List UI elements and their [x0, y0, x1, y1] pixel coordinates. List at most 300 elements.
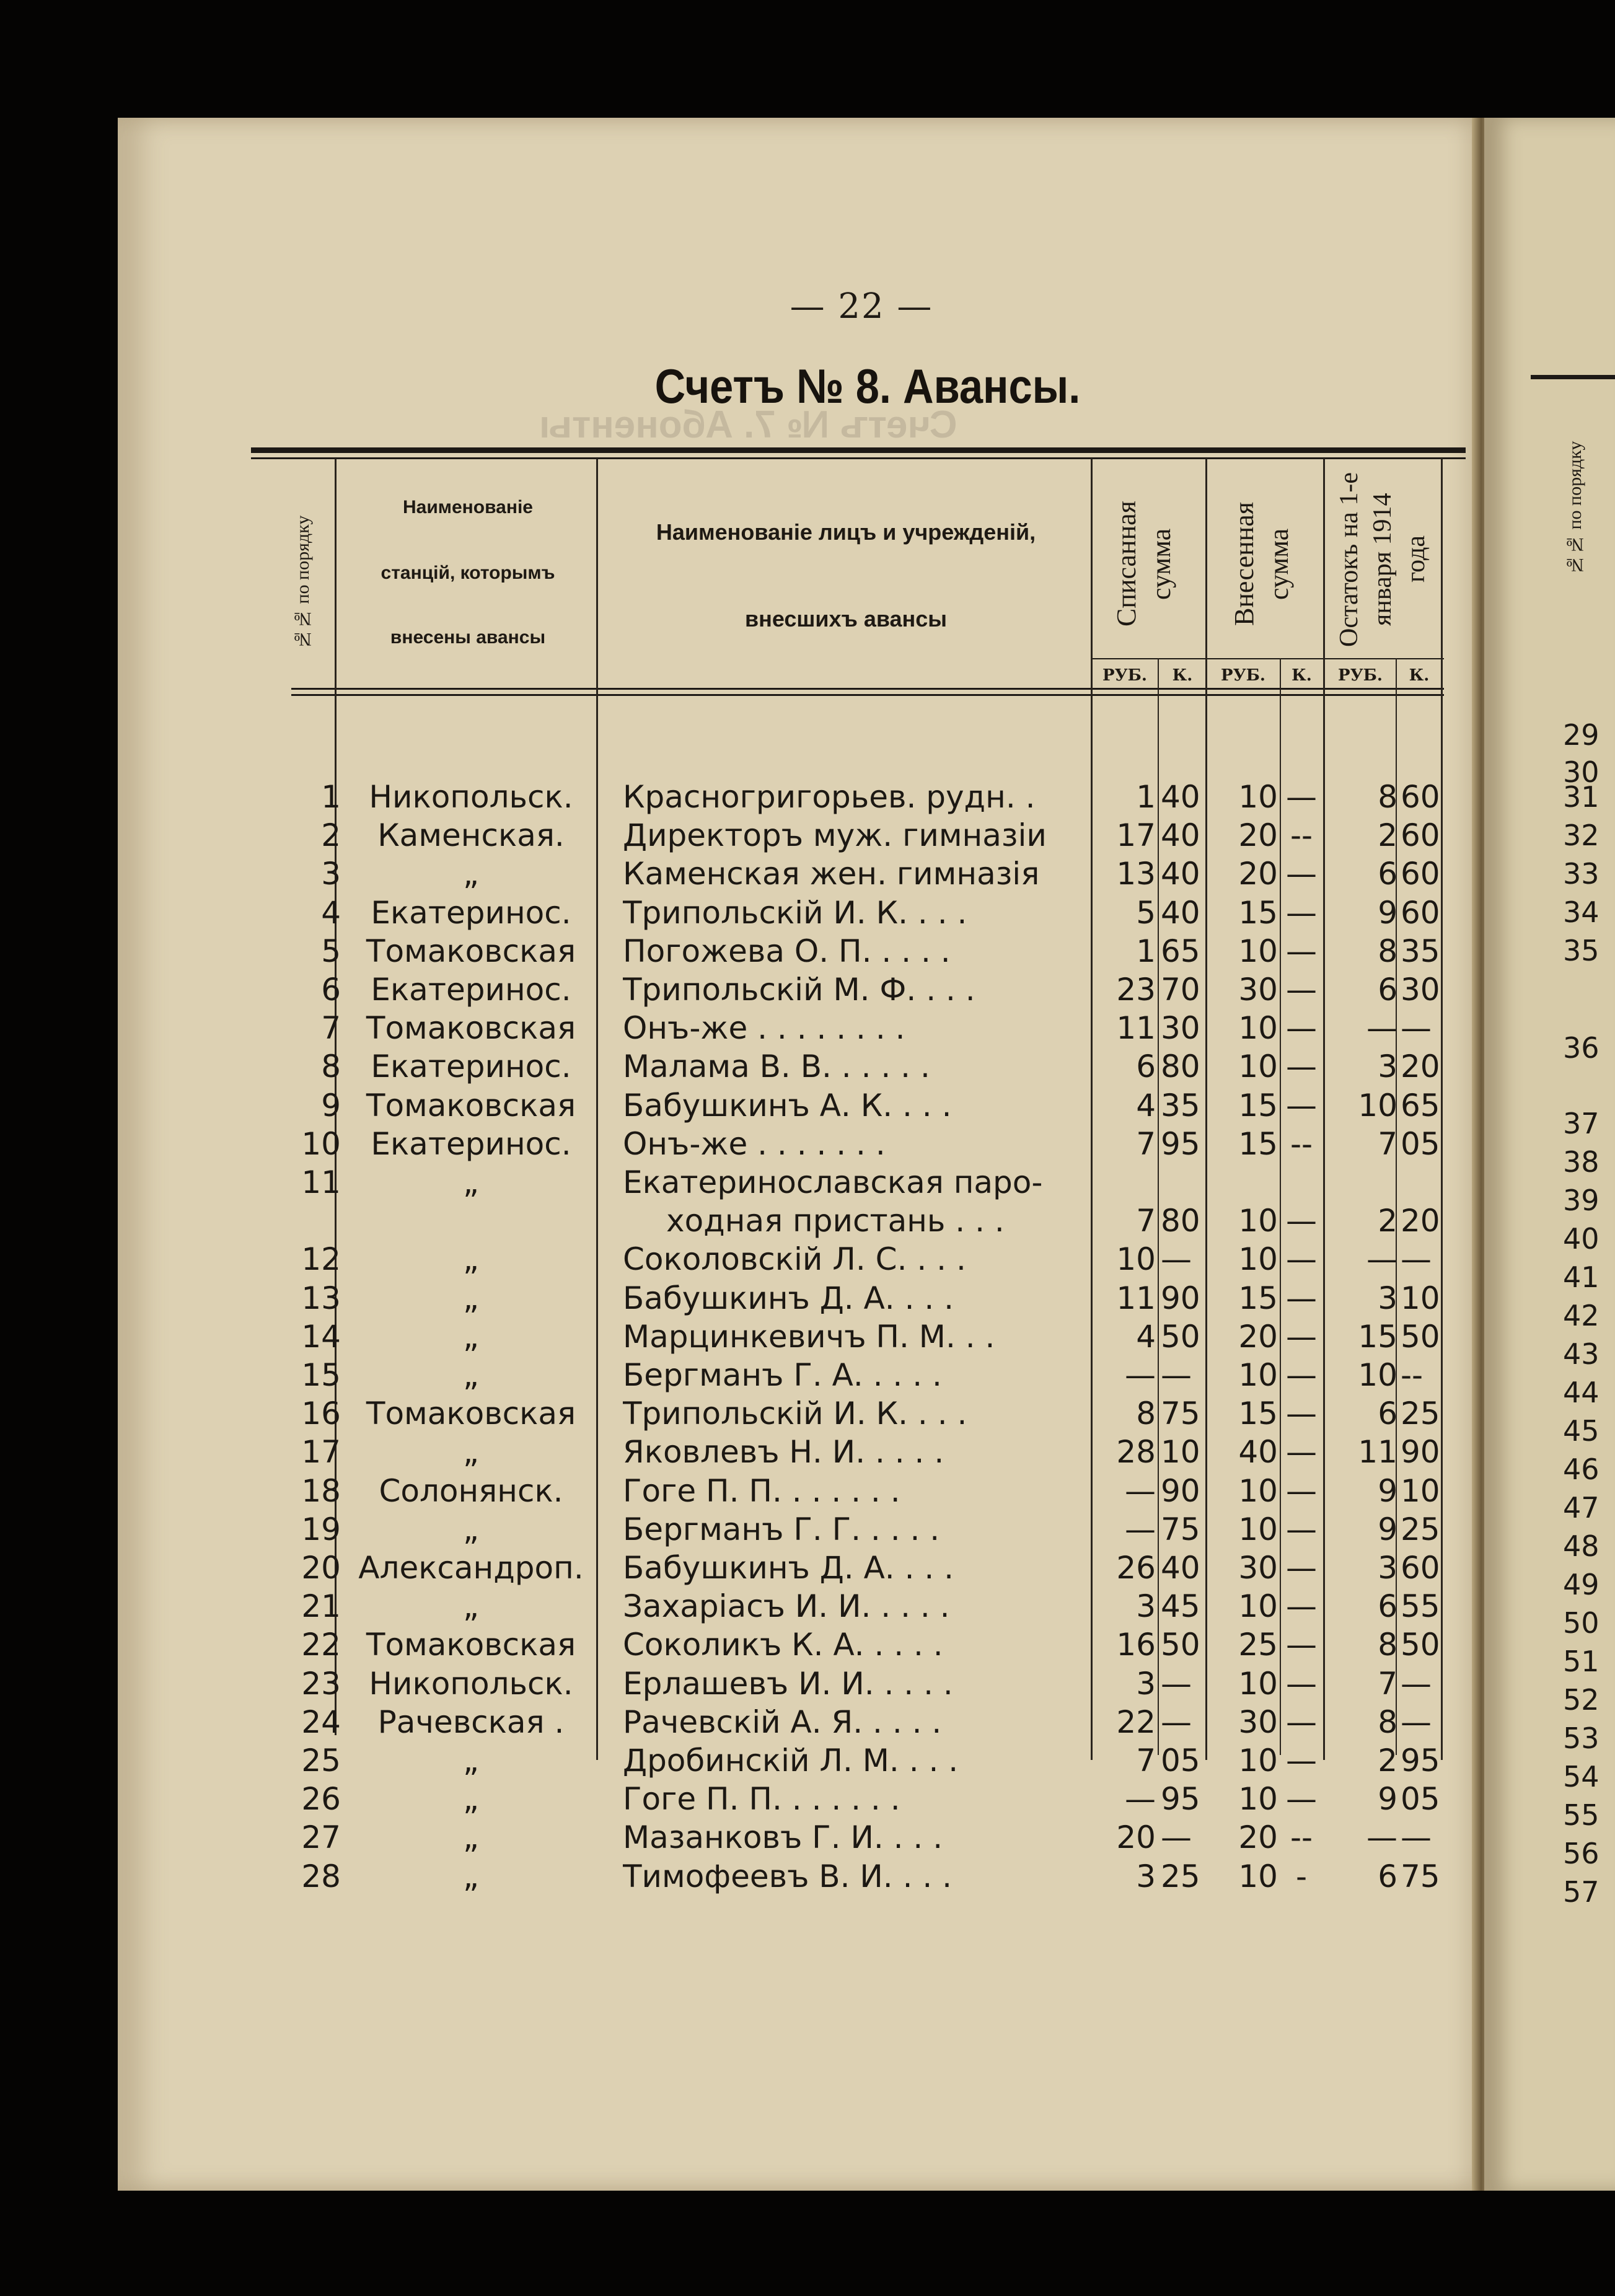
cell-r3: 11 — [1358, 1434, 1397, 1471]
cell-r1: 20 — [1116, 1819, 1156, 1856]
right-page-row-number: 37 — [1563, 1107, 1600, 1140]
unit-rub-2: РУБ. — [1221, 666, 1265, 685]
cell-r3 — [1326, 1163, 1397, 1202]
table-row — [0, 1549, 1615, 1587]
cell-station: Никопольск. — [369, 779, 573, 815]
table-row — [0, 1279, 1615, 1317]
cell-r3: 10 — [1358, 1357, 1397, 1393]
cell-name: Бабушкинъ Д. А. . . . — [623, 1550, 954, 1586]
cell-r1: 11 — [1116, 1280, 1156, 1316]
cell-k2: — — [1286, 1472, 1317, 1509]
right-page-row-number: 46 — [1563, 1453, 1600, 1486]
cell-r1: 3 — [1136, 1588, 1156, 1625]
cell-num: 27 — [301, 1819, 341, 1856]
table-row — [0, 1009, 1615, 1047]
right-page-row-number: 55 — [1563, 1798, 1600, 1832]
cell-r2: 25 — [1238, 1627, 1278, 1663]
cell-r1: 7 — [1136, 1203, 1156, 1239]
cell-r3: — — [1366, 1241, 1397, 1278]
cell-num: 7 — [321, 1010, 341, 1047]
cell-station: „ — [463, 856, 479, 892]
cell-num: 16 — [301, 1396, 341, 1432]
cell-r1: 23 — [1116, 972, 1156, 1008]
cell-k3: 25 — [1401, 1396, 1440, 1432]
table-row — [0, 1510, 1615, 1549]
cell-station: „ — [463, 1743, 479, 1779]
cell-k1: — — [1161, 1665, 1192, 1702]
right-page-row-number: 54 — [1563, 1760, 1600, 1793]
right-page-row-number: 53 — [1563, 1722, 1600, 1755]
header-written: Списанная сумма — [1111, 501, 1176, 627]
cell-k2: — — [1286, 1588, 1317, 1625]
cell-k2: — — [1286, 1511, 1317, 1547]
cell-k2: — — [1286, 1665, 1317, 1702]
cell-name: Марцинкевичъ П. М. . . — [623, 1318, 995, 1355]
table-top-rule-thin — [251, 457, 1466, 459]
cell-k2: — — [1286, 933, 1317, 969]
cell-k1: 40 — [1161, 856, 1200, 892]
cell-r2: 10 — [1238, 1357, 1278, 1393]
cell-station: „ — [463, 1511, 479, 1547]
cell-r3: 10 — [1358, 1087, 1397, 1124]
cell-station: „ — [463, 1858, 479, 1894]
cell-r1: 5 — [1136, 894, 1156, 931]
cell-r2: 40 — [1238, 1434, 1278, 1471]
cell-k1: 75 — [1161, 1511, 1200, 1547]
cell-k2: — — [1286, 1396, 1317, 1432]
cell-r1: 11 — [1116, 1010, 1156, 1047]
right-page-row-number: 29 — [1563, 718, 1600, 752]
unit-kop-1: К. — [1172, 666, 1193, 685]
cell-k3: 20 — [1401, 1203, 1440, 1239]
cell-r1: 13 — [1116, 856, 1156, 892]
cell-r1: 10 — [1116, 1241, 1156, 1278]
unit-kop-3: К. — [1409, 666, 1430, 685]
cell-r2: 10 — [1238, 1588, 1278, 1625]
unit-kop-2: К. — [1292, 666, 1312, 685]
cell-r2: 30 — [1238, 972, 1278, 1008]
cell-k1: 90 — [1161, 1280, 1200, 1316]
cell-k1: 70 — [1161, 972, 1200, 1008]
cell-k1: 80 — [1161, 1049, 1200, 1085]
table-row — [0, 932, 1615, 970]
unit-rub-3: РУБ. — [1338, 666, 1383, 685]
cell-name: Дробинскій Л. М. . . . — [623, 1743, 959, 1779]
header-station-line2: станцій, которымъ — [381, 563, 555, 583]
cell-r2: 10 — [1238, 779, 1278, 815]
right-page-row-number: 38 — [1563, 1145, 1600, 1179]
cell-r2: 10 — [1238, 1743, 1278, 1779]
cell-r1: 4 — [1136, 1087, 1156, 1124]
cell-station: Каменская. — [377, 817, 565, 854]
cell-r3: — — [1366, 1819, 1397, 1856]
header-num: №№ по порядку — [293, 515, 313, 650]
cell-r3: 9 — [1378, 1472, 1397, 1509]
cell-num: 9 — [321, 1087, 341, 1124]
cell-k2: — — [1286, 1241, 1317, 1278]
table-row — [0, 1472, 1615, 1510]
cell-name: Директоръ муж. гимназіи — [623, 817, 1047, 854]
table-row — [0, 1125, 1615, 1163]
table-row — [0, 1433, 1615, 1471]
cell-station: Томаковская — [366, 1087, 576, 1124]
cell-station: Екатеринос. — [371, 972, 571, 1008]
header-paid: Внесенная сумма — [1229, 502, 1294, 626]
cell-k3: — — [1401, 1704, 1432, 1740]
cell-k1: 40 — [1161, 779, 1200, 815]
header-balance: Остатокъ на 1-е января 1914 года — [1335, 472, 1430, 647]
cell-station: Солонянск. — [379, 1472, 563, 1509]
cell-num: 11 — [301, 1164, 341, 1200]
cell-r2: 10 — [1238, 1049, 1278, 1085]
cell-r3: 6 — [1378, 1396, 1397, 1432]
cell-name: Яковлевъ Н. И. . . . . — [623, 1434, 944, 1471]
right-page-rule — [1531, 375, 1615, 379]
right-page-header: №№ по порядку — [1565, 441, 1585, 576]
cell-k3: 60 — [1401, 856, 1440, 892]
cell-k3 — [1401, 1163, 1444, 1202]
cell-k1: — — [1161, 1704, 1192, 1740]
cell-r2: 20 — [1238, 1318, 1278, 1355]
cell-station: Никопольск. — [369, 1665, 573, 1702]
cell-k2: -- — [1290, 817, 1313, 854]
cell-r2: 10 — [1238, 1511, 1278, 1547]
cell-name: ходная пристань . . . — [666, 1203, 1005, 1239]
cell-k2: — — [1286, 1704, 1317, 1740]
cell-name: Трипольскій И. К. . . . — [623, 894, 967, 931]
cell-r1: 4 — [1136, 1318, 1156, 1355]
cell-k3: 05 — [1401, 1781, 1440, 1818]
cell-station: Екатеринос. — [371, 894, 571, 931]
cell-name: Трипольскій И. К. . . . — [623, 1396, 967, 1432]
cell-k3: 55 — [1401, 1588, 1440, 1625]
cell-num — [296, 1202, 341, 1240]
cell-k1: 30 — [1161, 1010, 1200, 1047]
right-page-row-number: 45 — [1563, 1414, 1600, 1448]
cell-r1: — — [1125, 1472, 1156, 1509]
right-page-row-number: 41 — [1563, 1260, 1600, 1294]
cell-name: Бабушкинъ Д. А. . . . — [623, 1280, 954, 1316]
right-page-row-number: 33 — [1563, 857, 1600, 891]
cell-r2: 10 — [1238, 1203, 1278, 1239]
cell-r2: 15 — [1238, 1087, 1278, 1124]
cell-station: „ — [463, 1280, 479, 1316]
cell-r1: 28 — [1116, 1434, 1156, 1471]
cell-r1: — — [1125, 1357, 1156, 1393]
cell-k1: — — [1161, 1241, 1192, 1278]
cell-k1: 05 — [1161, 1743, 1200, 1779]
cell-num: 22 — [301, 1627, 341, 1663]
cell-station: Томаковская — [366, 933, 576, 969]
table-row — [0, 1665, 1615, 1703]
cell-num: 20 — [301, 1550, 341, 1586]
table-row — [0, 1394, 1615, 1433]
cell-k1: 90 — [1161, 1472, 1200, 1509]
cell-name: Соколикъ К. А. . . . . — [623, 1627, 943, 1663]
cell-name: Онъ-же . . . . . . . — [623, 1125, 886, 1162]
cell-station: „ — [463, 1434, 479, 1471]
cell-k3: 35 — [1401, 933, 1440, 969]
cell-r3: 9 — [1378, 1511, 1397, 1547]
table-row — [0, 1625, 1615, 1664]
cell-r1: 22 — [1116, 1704, 1156, 1740]
cell-station: „ — [463, 1357, 479, 1393]
cell-k1: 10 — [1161, 1434, 1200, 1471]
cell-num: 18 — [301, 1472, 341, 1509]
right-page-row-number: 34 — [1563, 895, 1600, 929]
cell-k3: 95 — [1401, 1743, 1440, 1779]
cell-name: Ерлашевъ И. И. . . . . — [623, 1665, 953, 1702]
cell-k2: — — [1286, 1203, 1317, 1239]
cell-name: Бабушкинъ А. К. . . . — [623, 1087, 952, 1124]
right-page-row-number: 43 — [1563, 1337, 1600, 1371]
cell-r1: — — [1125, 1511, 1156, 1547]
cell-r3: 3 — [1378, 1049, 1397, 1085]
cell-num: 2 — [321, 817, 341, 854]
cell-k1: 45 — [1161, 1588, 1200, 1625]
cell-station — [347, 1202, 595, 1240]
cell-station: Александроп. — [358, 1550, 584, 1586]
cell-r2: 15 — [1238, 1280, 1278, 1316]
cell-k2: — — [1286, 972, 1317, 1008]
cell-k1: 80 — [1161, 1203, 1200, 1239]
cell-k3: 30 — [1401, 972, 1440, 1008]
cell-k1 — [1161, 1163, 1205, 1202]
cell-station: Томаковская — [366, 1010, 576, 1047]
cell-r2: 10 — [1238, 1665, 1278, 1702]
header-station-line1: Наименованіе — [403, 497, 533, 517]
cell-k2: — — [1286, 1781, 1317, 1818]
cell-k2: — — [1286, 1087, 1317, 1124]
table-row — [0, 1857, 1615, 1896]
cell-k1: — — [1161, 1357, 1192, 1393]
right-page-row-number: 50 — [1563, 1606, 1600, 1640]
cell-r3: 9 — [1378, 894, 1397, 931]
page-title: Счетъ № 8. Авансы. — [654, 359, 1081, 413]
cell-num: 23 — [301, 1665, 341, 1702]
table-row — [0, 1587, 1615, 1625]
cell-r3: 6 — [1378, 1858, 1397, 1894]
cell-name: Онъ-же . . . . . . . . — [623, 1010, 905, 1047]
cell-r1: 7 — [1136, 1743, 1156, 1779]
cell-k2: — — [1286, 1434, 1317, 1471]
cell-r3: 6 — [1378, 1588, 1397, 1625]
cell-name: Погожева О. П. . . . . — [623, 933, 951, 969]
right-page-row-number: 31 — [1563, 780, 1600, 814]
bleed-through-text: Счетъ № 7. Абоненты — [539, 403, 957, 446]
right-page-row-number: 40 — [1563, 1222, 1600, 1256]
cell-r2: 20 — [1238, 1819, 1278, 1856]
cell-k3: — — [1401, 1819, 1432, 1856]
cell-station: „ — [463, 1781, 479, 1818]
cell-k1: 40 — [1161, 1550, 1200, 1586]
cell-k3: 50 — [1401, 1318, 1440, 1355]
cell-num: 21 — [301, 1588, 341, 1625]
cell-r3: 2 — [1378, 1743, 1397, 1779]
table-row — [0, 1202, 1615, 1240]
cell-r1: 6 — [1136, 1049, 1156, 1085]
cell-name: Соколовскій Л. С. . . . — [623, 1241, 966, 1278]
cell-name: Малама В. В. . . . . . — [623, 1049, 930, 1085]
cell-r2: 15 — [1238, 1125, 1278, 1162]
cell-r3: 8 — [1378, 933, 1397, 969]
header-name-line2: внесшихъ авансы — [744, 606, 948, 631]
cell-station: Рачевская . — [377, 1704, 565, 1740]
cell-k3: 60 — [1401, 894, 1440, 931]
cell-name: Каменская жен. гимназія — [623, 856, 1040, 892]
cell-num: 14 — [301, 1318, 341, 1355]
cell-num: 13 — [301, 1280, 341, 1316]
cell-r3: 2 — [1378, 817, 1397, 854]
table-row — [0, 894, 1615, 932]
cell-r1: 3 — [1136, 1665, 1156, 1702]
cell-k3: 20 — [1401, 1049, 1440, 1085]
cell-k2: -- — [1290, 1125, 1313, 1162]
right-page-row-number: 56 — [1563, 1837, 1600, 1870]
cell-name: Рачевскій А. Я. . . . . — [623, 1704, 942, 1740]
cell-k2 — [1283, 1163, 1320, 1202]
cell-r2: 15 — [1238, 894, 1278, 931]
cell-r3: 2 — [1378, 1203, 1397, 1239]
cell-r3: 15 — [1358, 1318, 1397, 1355]
right-page-row-number: 39 — [1563, 1184, 1600, 1217]
cell-station: „ — [463, 1819, 479, 1856]
cell-r3: 6 — [1378, 972, 1397, 1008]
cell-r2: 10 — [1238, 1781, 1278, 1818]
cell-r1 — [1094, 1163, 1156, 1202]
cell-k3: — — [1401, 1010, 1432, 1047]
cell-k3: 50 — [1401, 1627, 1440, 1663]
cell-r3: 6 — [1378, 856, 1397, 892]
table-top-rule — [251, 447, 1466, 453]
right-page-row-number: 51 — [1563, 1645, 1600, 1678]
cell-station: Екатеринос. — [371, 1049, 571, 1085]
right-page-row-number: 49 — [1563, 1568, 1600, 1601]
cell-k2: — — [1286, 1318, 1317, 1355]
cell-num: 24 — [301, 1704, 341, 1740]
cell-name: Тимофеевъ В. И. . . . — [623, 1858, 953, 1894]
cell-r3: 8 — [1378, 1627, 1397, 1663]
cell-station: „ — [463, 1241, 479, 1278]
cell-k2: — — [1286, 856, 1317, 892]
cell-r2: 10 — [1238, 1010, 1278, 1047]
cell-r2: 10 — [1238, 1241, 1278, 1278]
cell-r2: 20 — [1238, 817, 1278, 854]
cell-num: 25 — [301, 1743, 341, 1779]
cell-r1: 1 — [1136, 779, 1156, 815]
cell-r2: 30 — [1238, 1550, 1278, 1586]
cell-r2 — [1208, 1163, 1278, 1202]
cell-k3: 60 — [1401, 779, 1440, 815]
cell-station: Екатеринос. — [371, 1125, 571, 1162]
cell-k3: 25 — [1401, 1511, 1440, 1547]
cell-k1: 65 — [1161, 933, 1200, 969]
cell-k1: 50 — [1161, 1627, 1200, 1663]
table-row — [0, 1163, 1615, 1202]
cell-r3: 8 — [1378, 779, 1397, 815]
unit-rule — [1091, 658, 1444, 659]
cell-k3: 60 — [1401, 817, 1440, 854]
cell-r3: 3 — [1378, 1550, 1397, 1586]
cell-name: Бергманъ Г. А. . . . . — [623, 1357, 942, 1393]
cell-name: Гоге П. П. . . . . . . — [623, 1472, 900, 1509]
right-page-row-number: 36 — [1563, 1031, 1600, 1065]
cell-k2: — — [1286, 1550, 1317, 1586]
cell-k2: — — [1286, 1280, 1317, 1316]
cell-station: „ — [463, 1588, 479, 1625]
cell-k1: 75 — [1161, 1396, 1200, 1432]
cell-k3: — — [1401, 1665, 1432, 1702]
cell-k3: — — [1401, 1241, 1432, 1278]
table-row — [0, 1741, 1615, 1780]
right-page-row-number: 35 — [1563, 934, 1600, 967]
table-row — [0, 816, 1615, 855]
cell-r1: 16 — [1116, 1627, 1156, 1663]
cell-k2: - — [1295, 1858, 1308, 1894]
cell-num: 10 — [301, 1125, 341, 1162]
right-page-row-number: 57 — [1563, 1875, 1600, 1909]
cell-station: Томаковская — [366, 1627, 576, 1663]
cell-k2: — — [1286, 1743, 1317, 1779]
cell-k1: 25 — [1161, 1858, 1200, 1894]
cell-station: „ — [463, 1164, 479, 1200]
cell-num: 4 — [321, 894, 341, 931]
cell-num: 19 — [301, 1511, 341, 1547]
cell-k1: 35 — [1161, 1087, 1200, 1124]
cell-k1: 50 — [1161, 1318, 1200, 1355]
cell-k3: 10 — [1401, 1472, 1440, 1509]
cell-name: Гоге П. П. . . . . . . — [623, 1781, 900, 1818]
right-page-row-number: 47 — [1563, 1491, 1600, 1524]
cell-num: 1 — [321, 779, 341, 815]
cell-k3: 90 — [1401, 1434, 1440, 1471]
cell-k1: 95 — [1161, 1125, 1200, 1162]
right-page-row-number: 42 — [1563, 1299, 1600, 1332]
cell-k2: — — [1286, 779, 1317, 815]
table-row — [0, 1240, 1615, 1278]
cell-name: Красногригорьев. рудн. . — [623, 779, 1036, 815]
cell-k2: — — [1286, 1049, 1317, 1085]
cell-r3: 3 — [1378, 1280, 1397, 1316]
cell-r1: 3 — [1136, 1858, 1156, 1894]
cell-name: Бергманъ Г. Г. . . . . — [623, 1511, 940, 1547]
cell-k3: -- — [1401, 1357, 1424, 1393]
right-page-row-number: 48 — [1563, 1529, 1600, 1563]
cell-num: 15 — [301, 1357, 341, 1393]
cell-r2: 10 — [1238, 1858, 1278, 1894]
cell-k1: 40 — [1161, 894, 1200, 931]
cell-station: Томаковская — [366, 1396, 576, 1432]
cell-k3: 60 — [1401, 1550, 1440, 1586]
cell-num: 26 — [301, 1781, 341, 1818]
cell-k3: 65 — [1401, 1087, 1440, 1124]
cell-k3: 75 — [1401, 1858, 1440, 1894]
table-row — [0, 1047, 1615, 1086]
table-row — [0, 1317, 1615, 1356]
cell-r1: — — [1125, 1781, 1156, 1818]
cell-r1: 17 — [1116, 817, 1156, 854]
cell-r1: 1 — [1136, 933, 1156, 969]
table-row — [0, 1086, 1615, 1125]
header-name-line1: Наименованіе лицъ и учрежденій, — [656, 519, 1036, 545]
right-page-row-number: 32 — [1563, 819, 1600, 852]
cell-name: Захаріасъ И. И. . . . . — [623, 1588, 950, 1625]
cell-station: „ — [463, 1318, 479, 1355]
right-page-row-number: 52 — [1563, 1683, 1600, 1717]
page-number: — 22 — — [790, 286, 933, 327]
unit-rub-1: РУБ. — [1102, 666, 1147, 685]
cell-r3: 9 — [1378, 1781, 1397, 1818]
